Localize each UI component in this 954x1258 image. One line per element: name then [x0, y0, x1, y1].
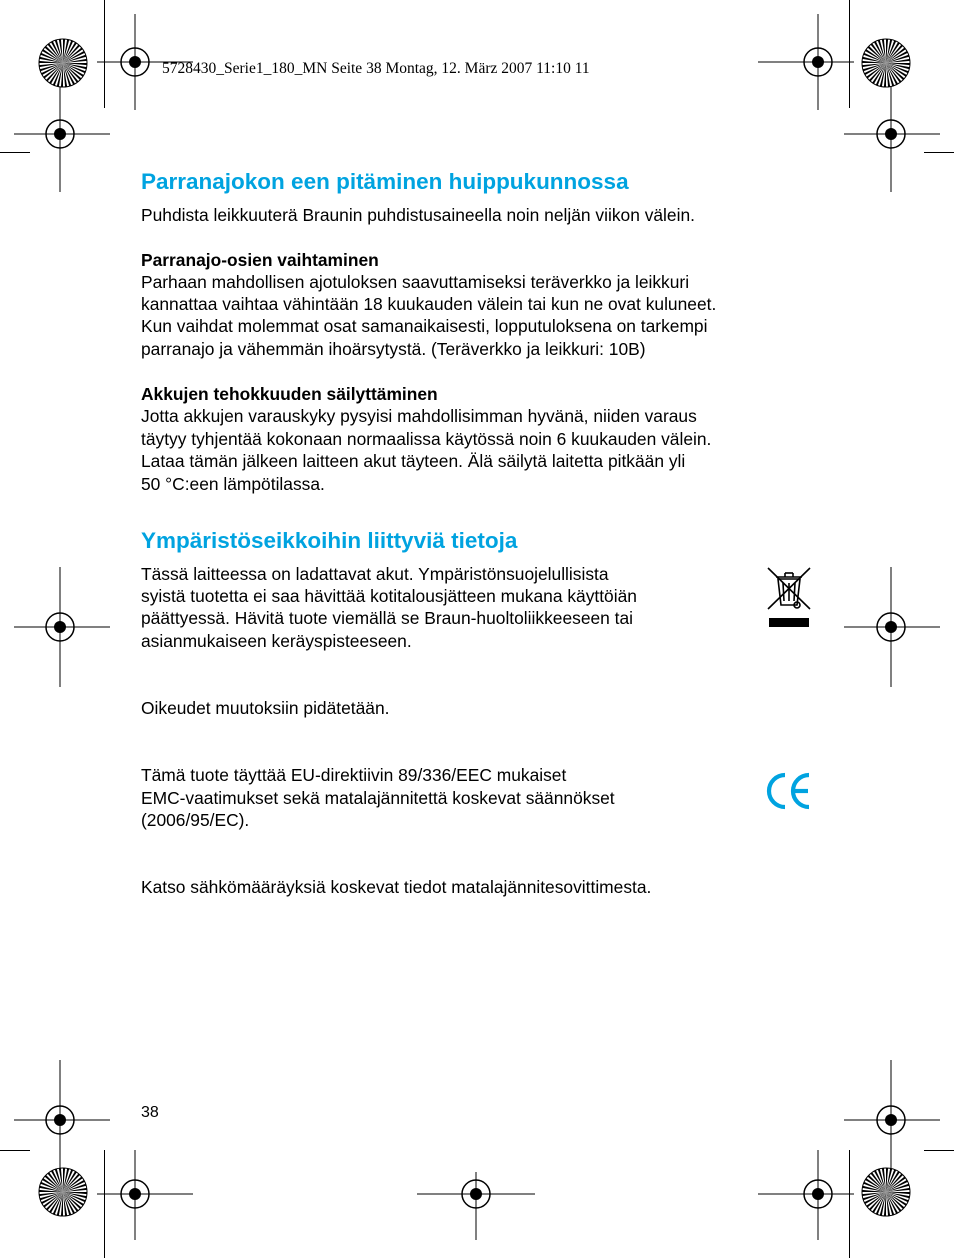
section-title-maintenance: Parranajokon een pitäminen huippukunnossa [141, 169, 629, 194]
rights-reserved-note: Oikeudet muutoksiin pidätetään. [141, 698, 390, 718]
crossed-out-wheelie-bin-icon [766, 567, 812, 629]
body-line: Lataa tämän jälkeen laitteen akut täyteen. Älä säilytä laitetta pitkään yli [141, 451, 686, 471]
subheading-parts-replacement: Parranajo-osien vaihtaminen [141, 250, 379, 270]
cleaning-intro: Puhdista leikkuuterä Braunin puhdistusaineella noin neljän viikon välein. [141, 205, 695, 225]
adapter-note: Katso sähkömääräyksiä koskevat tiedot matalajännitesovittimesta. [141, 877, 652, 897]
subheading-battery-care: Akkujen tehokkuuden säilyttäminen [141, 384, 438, 404]
page-number: 38 [141, 1104, 159, 1121]
starburst-registration-icon [862, 1168, 910, 1216]
eu-compliance-line: Tämä tuote täyttää EU-direktiivin 89/336/EEC mukaiset [141, 765, 567, 785]
registration-mark-icon [844, 1060, 940, 1170]
print-header: 5728430_Serie1_180_MN Seite 38 Montag, 12. März 2007 11:10 11 [162, 60, 590, 77]
body-line: täytyy tyhjentää kokonaan normaalissa käytössä noin 6 kuukauden välein. [141, 429, 712, 449]
registration-mark-icon [844, 567, 940, 687]
registration-mark-icon [417, 1172, 535, 1240]
starburst-registration-icon [39, 39, 87, 87]
registration-mark-icon [758, 1150, 854, 1240]
registration-mark-icon [758, 14, 854, 110]
registration-mark-icon [14, 567, 110, 687]
body-line: Parhaan mahdollisen ajotuloksen saavuttamiseksi teräverkko ja leikkuri [141, 272, 690, 292]
registration-mark-icon [14, 86, 110, 192]
eu-compliance-line: (2006/95/EC). [141, 810, 250, 830]
body-line: asianmukaiseen keräyspisteeseen. [141, 631, 412, 651]
section-title-environment: Ympäristöseikkoihin liittyviä tietoja [141, 528, 518, 553]
body-line: päättyessä. Hävitä tuote viemällä se Braun-huoltoliikkeeseen tai [141, 608, 634, 628]
body-line: kannattaa vaihtaa vähintään 18 kuukauden välein tai kun ne ovat kuluneet. [141, 294, 717, 314]
starburst-registration-icon [862, 39, 910, 87]
starburst-registration-icon [39, 1168, 87, 1216]
registration-mark-icon [14, 1060, 110, 1170]
eu-compliance-line: EMC-vaatimukset sekä matalajännitettä koskevat säännökset [141, 788, 615, 808]
ce-mark-icon [765, 770, 813, 812]
body-line: parranajo ja vähemmän ihoärsytystä. (Teräverkko ja leikkuri: 10B) [141, 339, 646, 359]
body-line: syistä tuotetta ei saa hävittää kotitalousjätteen mukana käyttöiän [141, 586, 637, 606]
body-line: Kun vaihdat molemmat osat samanaikaisesti, lopputuloksena on tarkempi [141, 316, 708, 336]
registration-mark-icon [844, 86, 940, 192]
registration-mark-icon [97, 1150, 193, 1240]
body-line: 50 °C:een lämpötilassa. [141, 474, 325, 494]
body-line: Tässä laitteessa on ladattavat akut. Ympäristönsuojelullisista [141, 564, 609, 584]
body-line: Jotta akkujen varauskyky pysyisi mahdollisimman hyvänä, niiden varaus [141, 406, 697, 426]
